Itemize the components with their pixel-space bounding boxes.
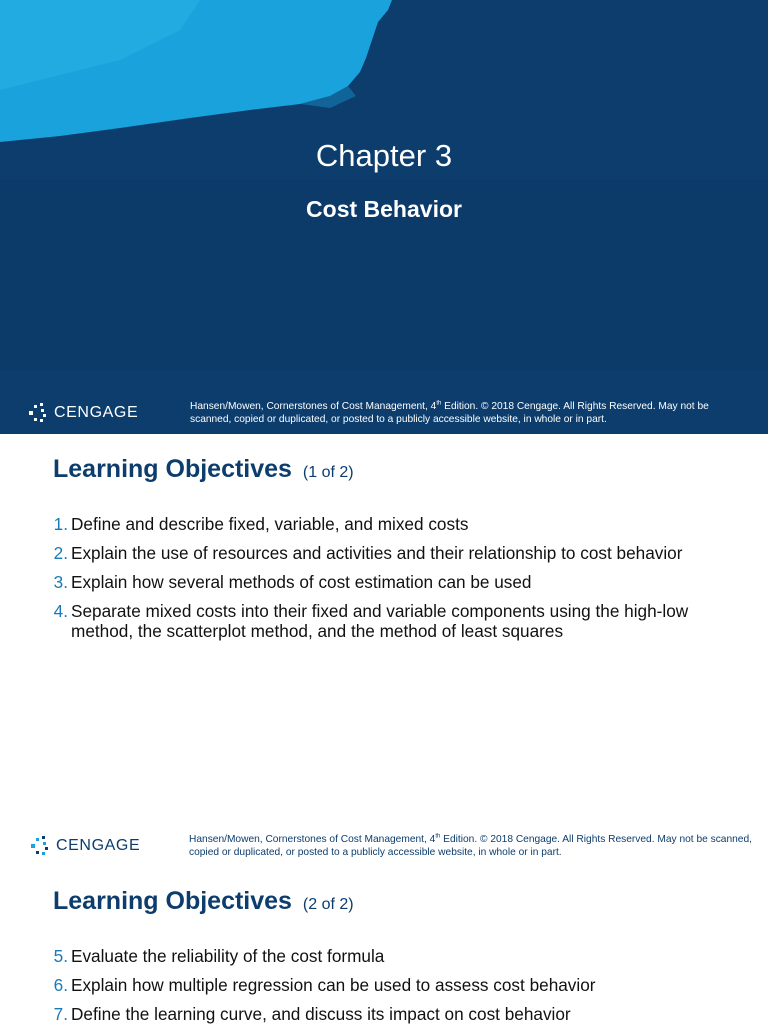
objectives-list-2 [40,946,740,1033]
list-item: 5. Evaluate the reliability of the cost formula [53,946,385,966]
cengage-brand: CENGAGE [54,404,139,421]
part-indicator: (2 of 2) [302,896,354,913]
part-indicator: (1 of 2) [302,464,354,481]
cengage-brand: CENGAGE [56,837,141,854]
copyright-notice: Hansen/Mowen, Cornerstones of Cost Management, 4th Edition. © 2018 Cengage. All Rights Reserved. May not be scanned, copied or duplicated, or posted to a publicly accessible website, in whole or in part. [189,833,752,858]
chapter-title: Chapter 3 [315,138,453,173]
list-item: 1. Define and describe fixed, variable, and mixed costs [53,514,469,534]
list-item: 6. Explain how multiple regression can be used to assess cost behavior [53,975,596,995]
cengage-logo [28,835,140,857]
list-item: 4. Separate mixed costs into their fixed and variable components using the high-low method, the scatterplot method, and the method of least squares [53,601,689,641]
chapter-subtitle: Cost Behavior [306,196,462,222]
title-slide [0,0,768,434]
cengage-logo-icon [26,402,48,424]
list-item: 3. Explain how several methods of cost estimation can be used [53,572,532,592]
list-item: 2. Explain the use of resources and activities and their relationship to cost behavior [53,543,683,563]
objectives-list-1 [40,514,740,650]
copyright-notice: Hansen/Mowen, Cornerstones of Cost Management, 4th Edition. © 2018 Cengage. All Rights Reserved. May not be scanned, copied or duplicated, or posted to a publicly accessible website, in whole or in part. [190,400,709,425]
cengage-logo-icon [28,835,50,857]
learning-objectives-heading-2: Learning Objectives (2 of 2) [53,887,354,915]
learning-objectives-heading-1: Learning Objectives (1 of 2) [53,455,354,483]
list-item: 7. Define the learning curve, and discuss its impact on cost behavior [53,1004,571,1024]
cengage-logo [26,402,138,424]
